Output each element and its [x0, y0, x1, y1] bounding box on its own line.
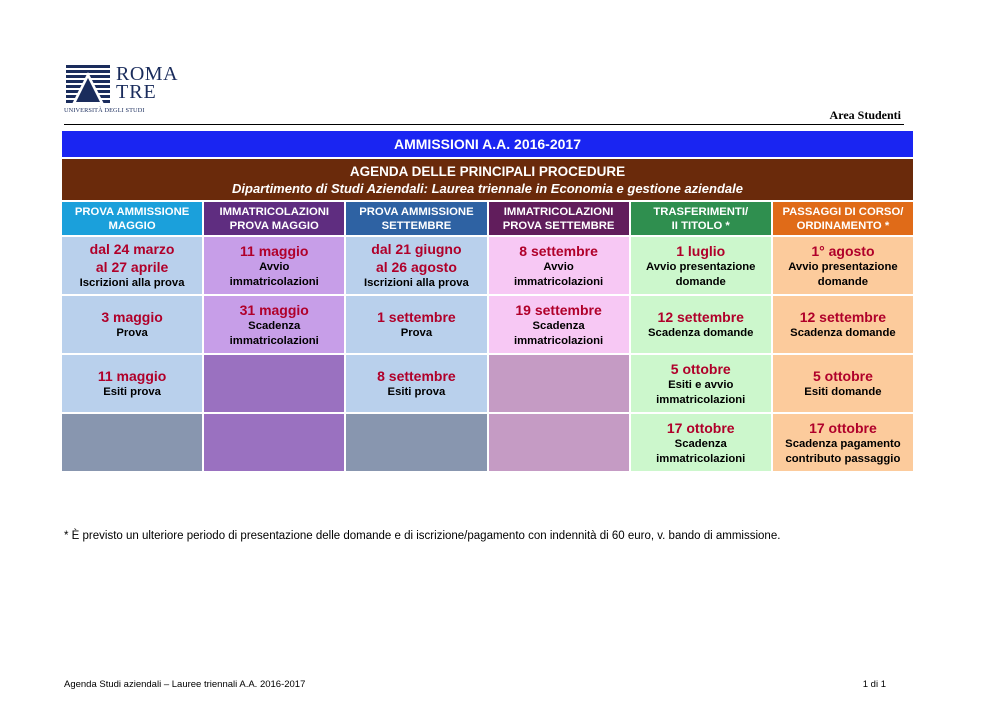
university-logo	[64, 64, 184, 122]
agenda-cell	[62, 296, 202, 353]
empty-cell	[204, 355, 344, 412]
agenda-cell	[204, 237, 344, 294]
agenda-cell	[489, 296, 629, 353]
event-description: Avvio	[543, 260, 574, 273]
event-date: 1 settembre	[377, 309, 456, 325]
agenda-cell	[773, 296, 913, 353]
agenda-column	[489, 237, 629, 471]
column-header-line: IMMATRICOLAZIONI	[503, 205, 614, 218]
event-date: 31 maggio	[239, 301, 309, 318]
event-description: Esiti domande	[804, 386, 882, 398]
page-number: 1 di 1	[862, 679, 886, 690]
event-date: al 27 aprile	[95, 259, 169, 275]
empty-cell	[489, 355, 629, 412]
event-description: Iscrizioni alla prova	[79, 277, 185, 289]
agenda-cell	[631, 414, 771, 471]
agenda-cell	[346, 355, 486, 412]
event-date: 11 maggio	[97, 368, 167, 384]
event-description: domande	[675, 275, 726, 288]
column-header	[346, 202, 486, 235]
logo-text-university: UNIVERSITÀ DEGLI STUDI	[64, 107, 145, 114]
event-date: dal 24 marzo	[89, 241, 175, 257]
event-date: 1 luglio	[676, 242, 726, 259]
roma-tre-logo-icon	[64, 64, 112, 106]
title-bar: AMMISSIONI A.A. 2016-2017	[62, 131, 913, 157]
event-description: contributo passaggio	[785, 452, 901, 465]
empty-cell	[204, 414, 344, 471]
agenda-cell	[346, 296, 486, 353]
event-description: immatricolazioni	[514, 334, 604, 347]
event-date: 19 settembre	[515, 301, 602, 318]
agenda-column	[773, 237, 913, 471]
agenda-cell	[489, 237, 629, 294]
event-description: Avvio presentazione	[788, 260, 898, 273]
footnote: * È previsto un ulteriore periodo di presentazione delle domande e di iscrizione/pagamento con indennità di 60 euro, v. bando di ammissione.	[64, 530, 781, 542]
agenda-cell	[631, 355, 771, 412]
event-description: Prova	[400, 327, 433, 339]
header-divider	[64, 124, 904, 125]
agenda-cell	[773, 237, 913, 294]
event-description: Esiti e avvio	[668, 378, 734, 391]
column-header	[773, 202, 913, 235]
event-description: Scadenza domande	[790, 327, 896, 339]
empty-cell	[346, 414, 486, 471]
column-header-line: II TITOLO *	[671, 219, 730, 232]
agenda-cell	[204, 296, 344, 353]
column-header	[62, 202, 202, 235]
event-description: domande	[817, 275, 869, 288]
event-description: immatricolazioni	[656, 393, 746, 406]
column-header	[489, 202, 629, 235]
column-header	[204, 202, 344, 235]
event-description: immatricolazioni	[656, 452, 746, 465]
empty-cell	[62, 414, 202, 471]
event-description: Iscrizioni alla prova	[363, 277, 469, 289]
event-date: 17 ottobre	[809, 419, 877, 436]
event-description: Scadenza domande	[648, 327, 754, 339]
column-header-line: MAGGIO	[108, 219, 156, 232]
column-header-line: TRASFERIMENTI/	[653, 205, 749, 218]
event-description: Scadenza pagamento	[785, 437, 901, 450]
column-header-line: PROVA AMMISSIONE	[74, 205, 190, 218]
event-date: 11 maggio	[240, 242, 309, 259]
event-description: Scadenza	[248, 319, 301, 332]
column-header-line: SETTEMBRE	[381, 219, 452, 232]
agenda-table	[62, 131, 913, 471]
event-date: 8 settembre	[377, 368, 456, 384]
column-header-line: PROVA MAGGIO	[229, 219, 319, 232]
event-date: dal 21 giugno	[371, 241, 462, 257]
event-description: immatricolazioni	[229, 334, 319, 347]
event-description: Avvio presentazione	[646, 260, 756, 273]
event-date: 1° agosto	[811, 242, 875, 259]
event-date: al 26 agosto	[375, 259, 457, 275]
logo-text-tre: TRE	[116, 81, 157, 103]
event-description: Scadenza	[532, 319, 585, 332]
agenda-column	[631, 237, 771, 471]
subtitle-line-2: Dipartimento di Studi Aziendali: Laurea triennale in Economia e gestione aziendale	[232, 180, 743, 196]
agenda-column	[346, 237, 486, 471]
event-date: 12 settembre	[657, 309, 744, 325]
column-header	[631, 202, 771, 235]
empty-cell	[489, 414, 629, 471]
agenda-cell	[631, 237, 771, 294]
event-date: 17 ottobre	[666, 419, 735, 436]
agenda-cell	[773, 414, 913, 471]
subtitle-bar	[62, 159, 913, 200]
event-description: Avvio	[259, 260, 290, 273]
event-description: Scadenza	[674, 437, 727, 450]
footer-title: Agenda Studi aziendali – Lauree triennali A.A. 2016-2017	[64, 679, 306, 690]
subtitle-line-1: AGENDA DELLE PRINCIPALI PROCEDURE	[349, 163, 626, 179]
event-date: 12 settembre	[799, 309, 887, 325]
event-date: 8 settembre	[519, 242, 598, 259]
event-description: immatricolazioni	[229, 275, 319, 288]
agenda-cell	[346, 237, 486, 294]
column-header-line: PROVA SETTEMBRE	[502, 219, 615, 232]
agenda-column	[204, 237, 344, 471]
column-header-line: ORDINAMENTO *	[796, 219, 890, 232]
agenda-grid	[62, 202, 913, 471]
event-description: Esiti prova	[387, 386, 446, 398]
logo-text-roma: ROMA	[116, 63, 179, 85]
column-header-line: PASSAGGI DI CORSO/	[782, 205, 904, 218]
agenda-cell	[773, 355, 913, 412]
event-description: Prova	[116, 327, 148, 339]
column-header-line: PROVA AMMISSIONE	[359, 205, 474, 218]
agenda-cell	[62, 237, 202, 294]
event-description: Esiti prova	[103, 386, 161, 398]
agenda-column	[62, 237, 202, 471]
agenda-cell	[62, 355, 202, 412]
event-date: 3 maggio	[101, 309, 163, 325]
event-date: 5 ottobre	[670, 360, 731, 377]
agenda-cell	[631, 296, 771, 353]
area-label: Area Studenti	[829, 108, 901, 122]
event-description: immatricolazioni	[514, 275, 604, 288]
event-date: 5 ottobre	[812, 368, 873, 384]
column-header-line: IMMATRICOLAZIONI	[219, 205, 330, 218]
